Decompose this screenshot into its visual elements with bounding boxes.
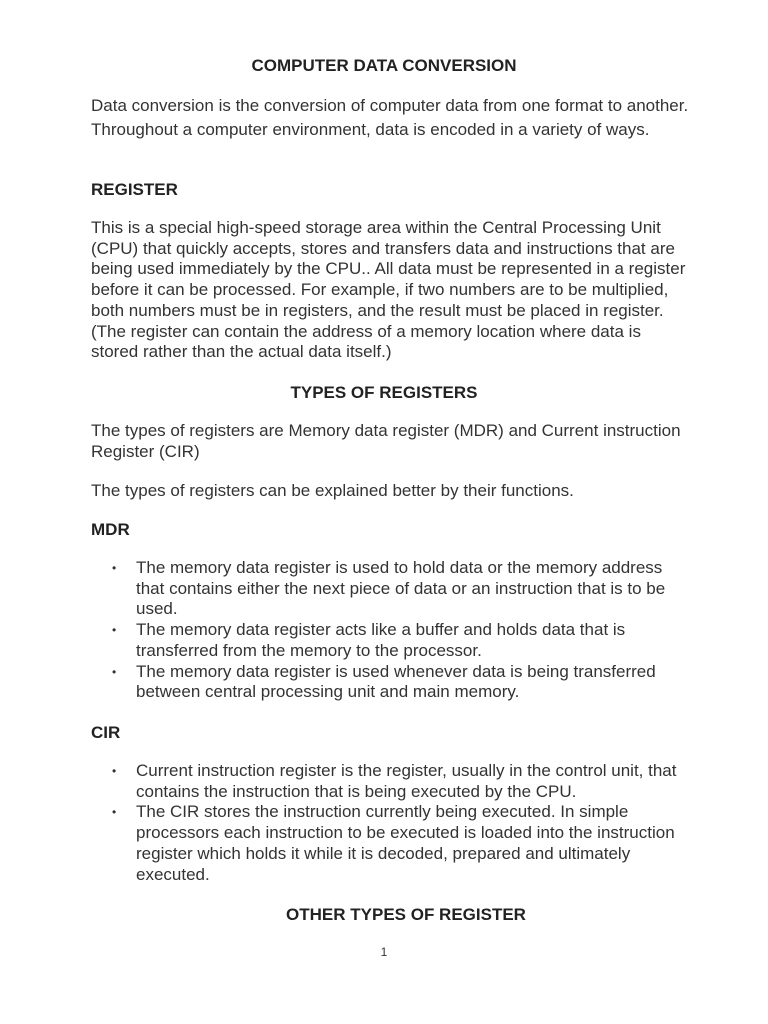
mdr-heading: MDR (91, 520, 130, 539)
list-item-text: The CIR stores the instruction currently being executed. In simple processors each instruction to be executed is loaded into the instruction register which holds it while it is decoded, prepared and ultimately executed. (136, 802, 675, 884)
bullet-icon: • (112, 561, 117, 575)
cir-list (112, 761, 682, 885)
bullet-icon: • (112, 805, 117, 820)
page-number: 1 (380, 945, 388, 959)
list-item (112, 620, 682, 661)
types-heading: TYPES OF REGISTERS (290, 383, 478, 402)
bullet-icon: • (112, 664, 117, 679)
document-title: COMPUTER DATA CONVERSION (251, 56, 517, 75)
list-item (112, 802, 682, 885)
list-item-text: The memory data register acts like a buffer and holds data that is transferred from the memory to the processor. (136, 620, 626, 660)
register-heading: REGISTER (91, 180, 178, 199)
intro-paragraph: Data conversion is the conversion of computer data from one format to another. Throughout a computer environment, data is encoded in a variety of ways. (91, 96, 689, 139)
register-paragraph: This is a special high-speed storage area within the Central Processing Unit (CPU) that quickly accepts, stores and transfers data and instructions that are being used immediately by the CPU.. All data must be represented in a register before it can be processed. For example, if two numbers are to be multiplied, both numbers must be in registers, and the result must be placed in register. (The register can contain the address of a memory location where data is stored rather than the actual data itself.) (91, 218, 686, 362)
mdr-list (112, 558, 682, 703)
types-paragraph-2: The types of registers can be explained better by their functions. (91, 481, 574, 500)
other-types-heading: OTHER TYPES OF REGISTER (286, 905, 526, 924)
types-paragraph: The types of registers are Memory data register (MDR) and Current instruction Register (CIR) (91, 421, 681, 461)
bullet-icon: • (112, 623, 117, 638)
list-item (112, 761, 682, 802)
list-item-text: The memory data register is used to hold data or the memory address that contains either the next piece of data or an instruction that is to be used. (136, 558, 666, 619)
list-item-text: The memory data register is used whenever data is being transferred between central processing unit and main memory. (136, 661, 656, 702)
bullet-icon: • (112, 764, 117, 778)
list-item (112, 662, 682, 703)
cir-heading: CIR (91, 723, 121, 742)
list-item-text: Current instruction register is the register, usually in the control unit, that contains the instruction that is being executed by the CPU. (136, 761, 677, 801)
list-item (112, 558, 682, 620)
